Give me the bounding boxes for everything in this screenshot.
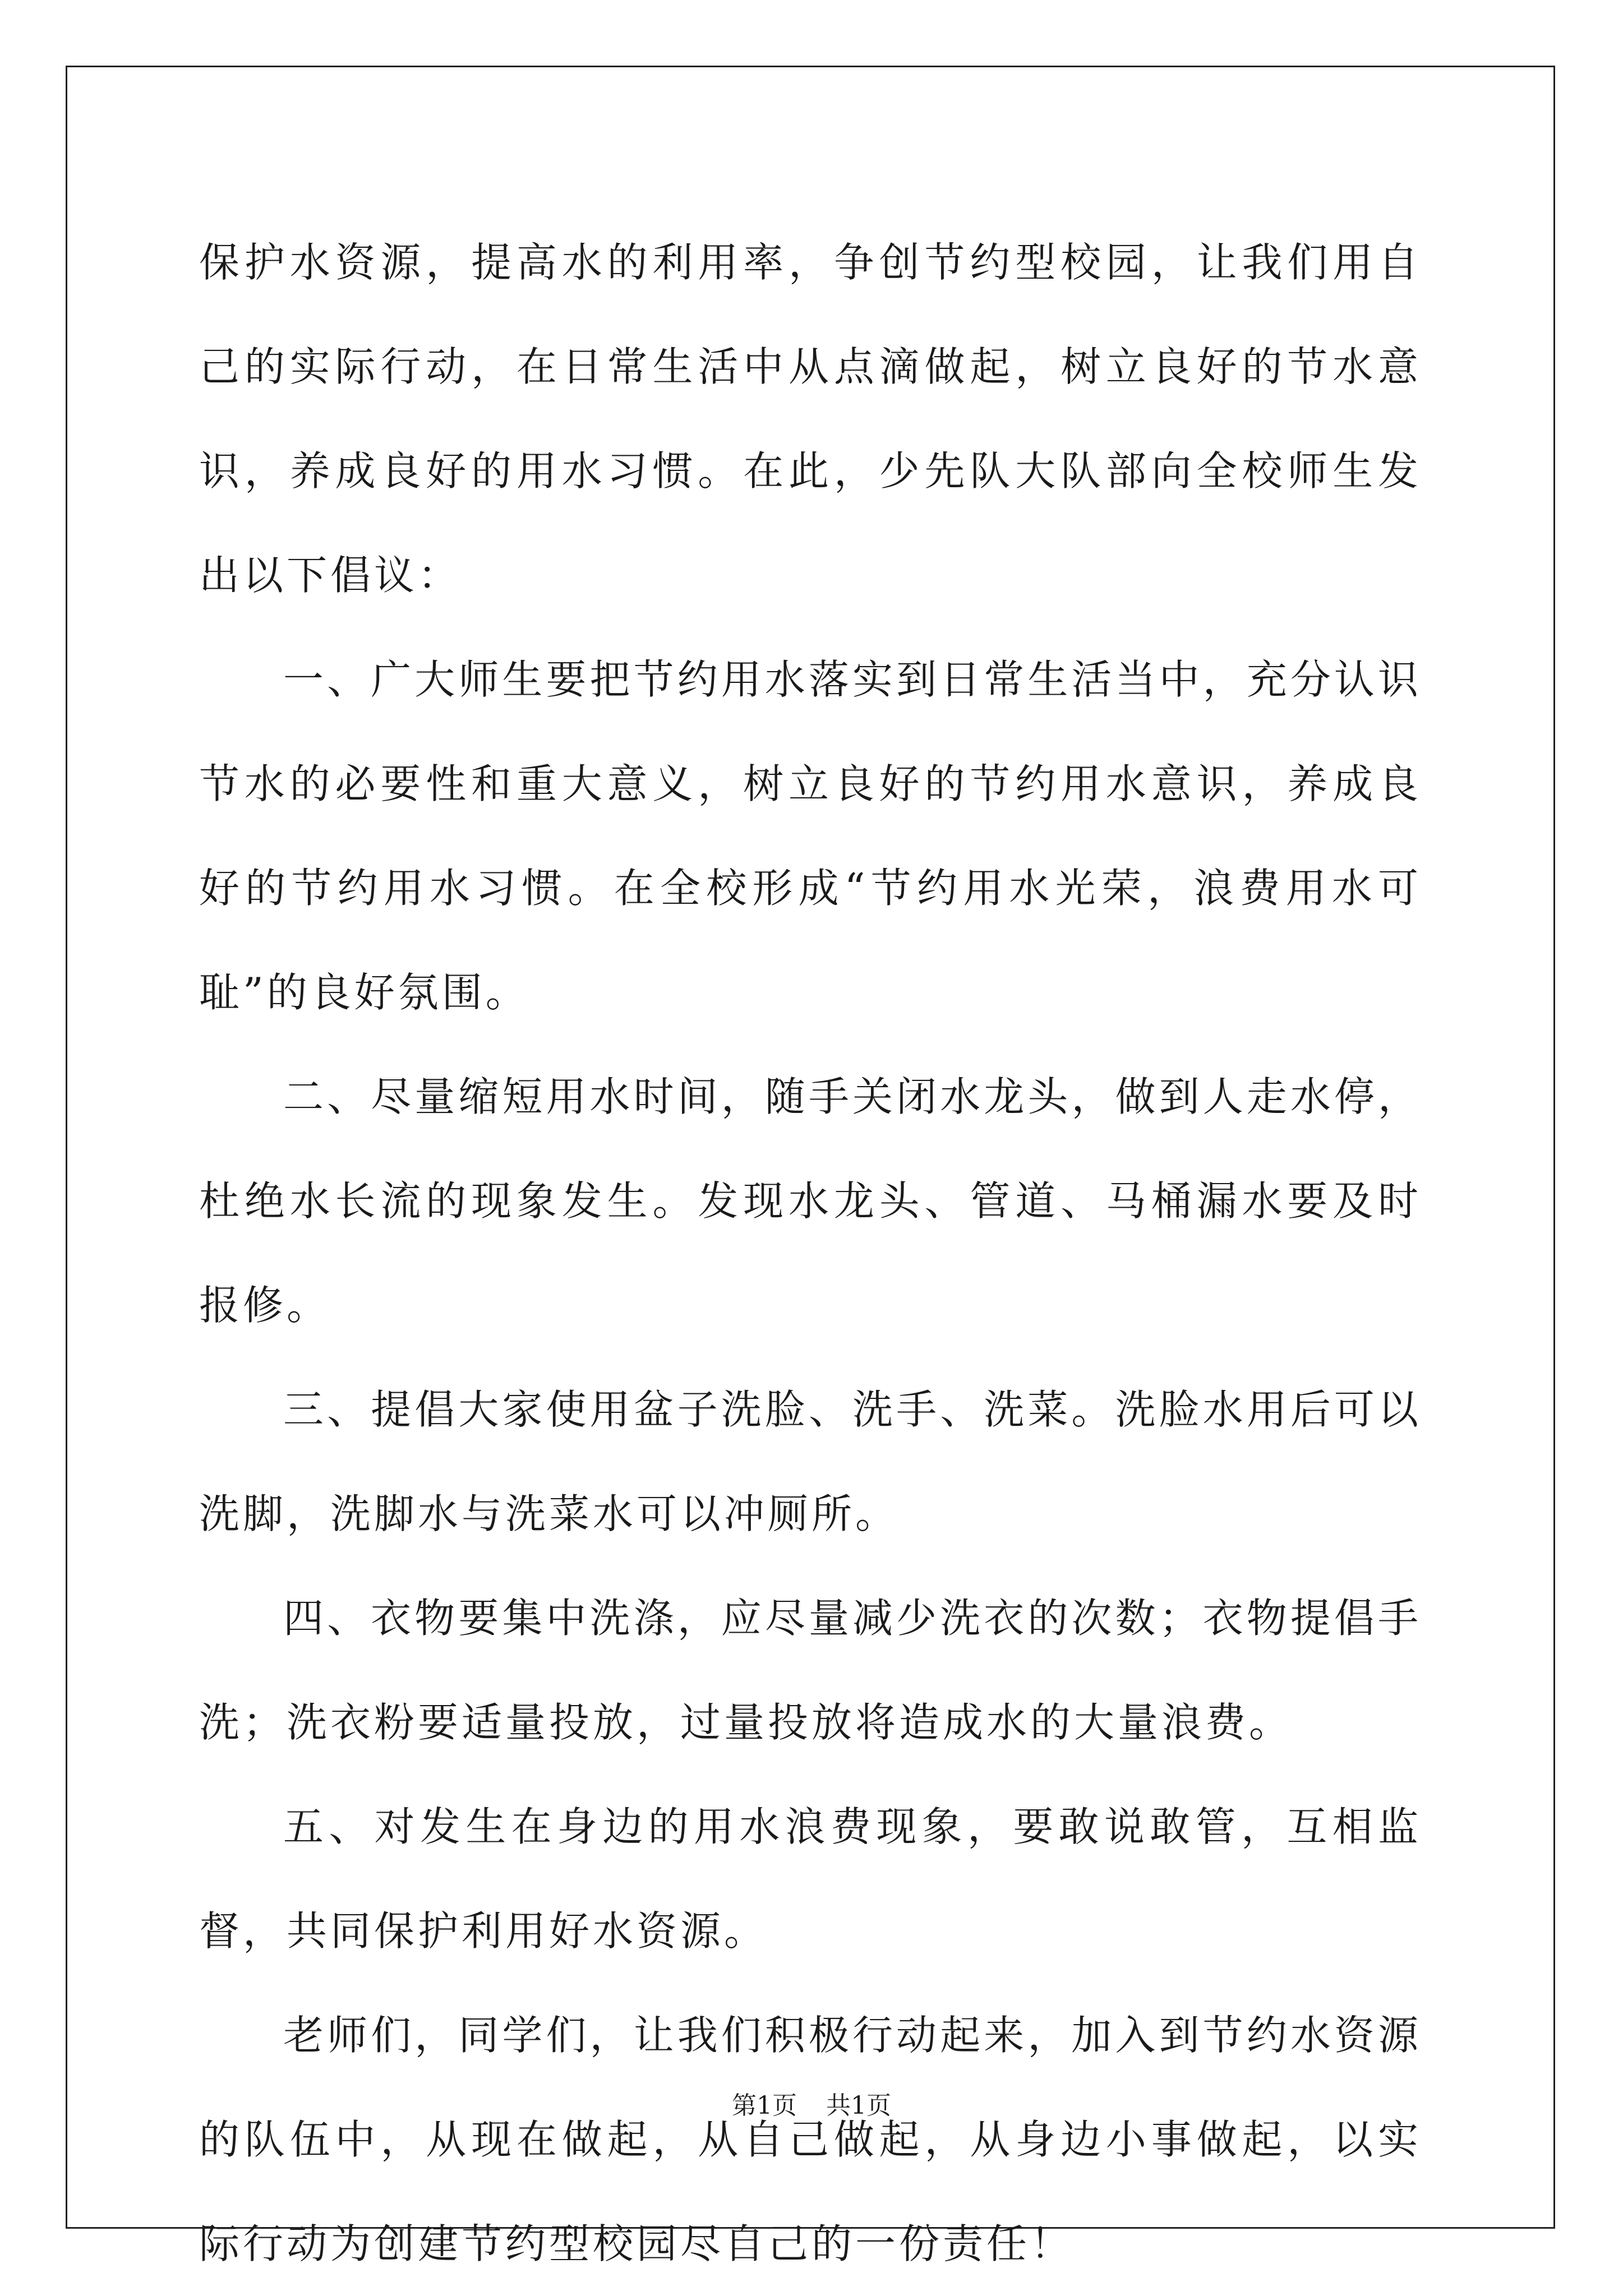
paragraph-item-5: 五、对发生在身边的用水浪费现象，要敢说敢管，互相监督，共同保护利用好水资源。 (199, 1803, 1422, 1955)
paragraph-item-2: 二、尽量缩短用水时间，随手关闭水龙头，做到人走水停，杜绝水长流的现象发生。发现水龙头、管道、马桶漏水要及时报修。 (199, 1073, 1422, 1329)
paragraph-item-1: 一、广大师生要把节约用水落实到日常生活当中，充分认识节水的必要性和重大意义，树立良好的节约用水意识，养成良好的节约用水习惯。在全校形成“节约用水光荣，浪费用水可耻”的良好氛围。 (199, 656, 1422, 1016)
page-total: 共1页 (826, 2091, 891, 2120)
page-number: 第1页 (732, 2091, 797, 2120)
page-footer (0, 2090, 1623, 2122)
document-body (199, 210, 1422, 2296)
paragraph-intro: 保护水资源，提高水的利用率，争创节约型校园，让我们用自己的实际行动，在日常生活中从点滴做起，树立良好的节水意识，养成良好的用水习惯。在此，少先队大队部向全校师生发出以下倡议： (199, 239, 1422, 599)
paragraph-item-3: 三、提倡大家使用盆子洗脸、洗手、洗菜。洗脸水用后可以洗脚，洗脚水与洗菜水可以冲厕所。 (199, 1386, 1422, 1537)
paragraph-item-4: 四、衣物要集中洗涤，应尽量减少洗衣的次数；衣物提倡手洗；洗衣粉要适量投放，过量投放将造成水的大量浪费。 (199, 1595, 1422, 1746)
paragraph-closing: 老师们，同学们，让我们积极行动起来，加入到节约水资源的队伍中，从现在做起，从自己做起，从身边小事做起，以实际行动为创建节约型校园尽自己的一份责任！ (199, 2012, 1422, 2267)
